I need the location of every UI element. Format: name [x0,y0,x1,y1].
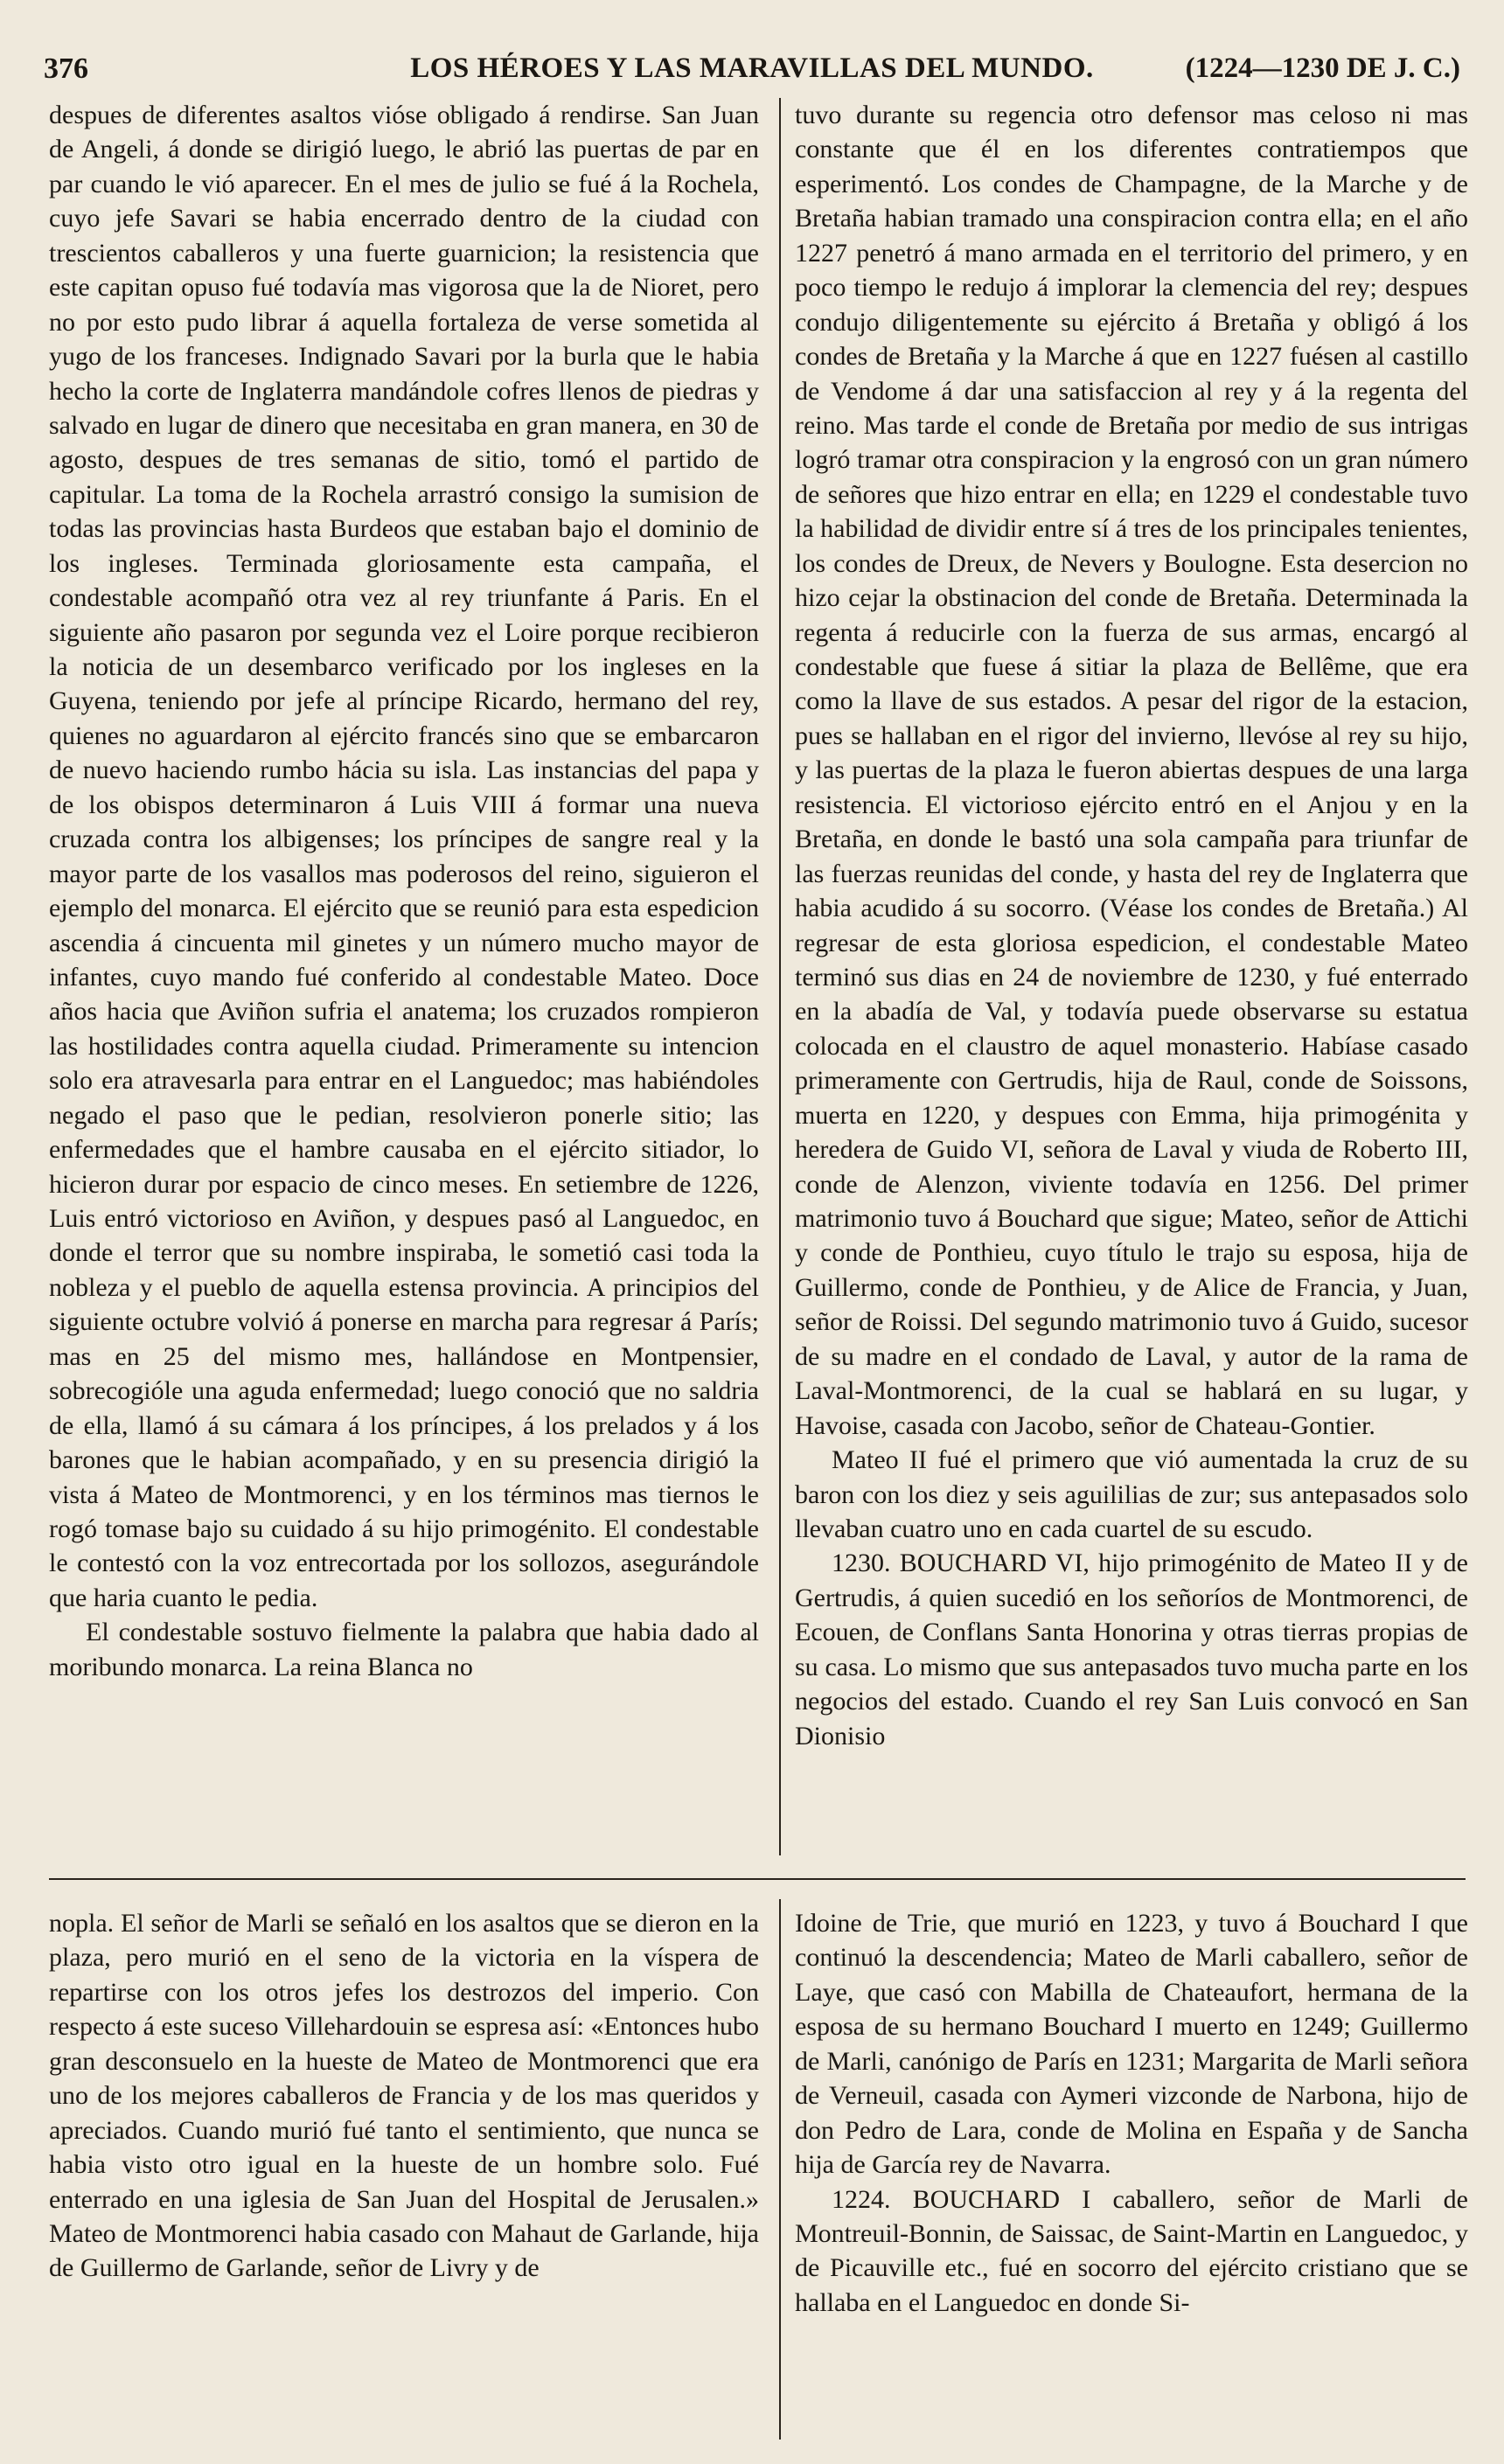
lower-right-column [795,1906,1468,2320]
running-date-range: (1224—1230 DE J. C.) [1185,52,1460,84]
paragraph: 1224. BOUCHARD I caballero, señor de Marli de Montreuil-Bonnin, de Saissac, de Saint-Martin en Languedoc, y de Picauville etc., fué en socorro del ejército cristiano que se hallaba en el Languedoc en donde Si- [795,2184,1468,2317]
paragraph: El condestable sostuvo fielmente la palabra que habia dado al moribundo monarca. La reina Blanca no [49,1618,759,1681]
lower-left-column [49,1906,759,2286]
lower-column-divider [779,1899,781,2440]
paragraph: Idoine de Trie, que murió en 1223, y tuvo á Bouchard I que continuó la descendencia; Mateo de Marli caballero, señor de Laye, que casó con Mabilla de Chateaufort, hermana de la esposa de su hermano Bouchard I muerto en 1249; Guillermo de Marli, canónigo de París en 1231; Margarita de Marli señora de Verneuil, casada con Aymeri vizconde de Narbona, hijo de don Pedro de Lara, conde de Molina en España y de Sancha hija de García rey de Navarra. [795,1909,1468,2180]
paragraph: 1230. BOUCHARD VI, hijo primogénito de Mateo II y de Gertrudis, á quien sucedió en los señoríos de Montmorenci, de Ecouen, de Conflans Santa Honorina y otras tierras propias de su casa. Lo mismo que sus antepasados tuvo mucha parte en los negocios del estado. Cuando el rey San Luis convocó en San Dionisio [795,1549,1468,1751]
paragraph: despues de diferentes asaltos vióse obligado á rendirse. San Juan de Angeli, á donde se dirigió luego, le abrió las puertas de par en par cuando le vió aparecer. En el mes de julio se fué á la Rochela, cuyo jefe Savari se habia encerrado dentro de la ciudad con trescientos caballeros y una fuerte guarnicion; la resistencia que este capitan opuso fué todavía mas vigorosa que la de Nioret, pero no por esto pudo librar á aquella fortaleza de verse sometida al yugo de los franceses. Indignado Savari por la burla que le habia hecho la corte de Inglaterra mandándole cofres llenos de piedras y salvado en lugar de dinero que necesitaba en gran manera, en 30 de agosto, despues de tres semanas de sitio, tomó el partido de capitular. La toma de la Rochela arrastró consigo la sumision de todas las provincias hasta Burdeos que estaban bajo el dominio de los ingleses. Terminada gloriosamente esta campaña, el condestable acompañó otra vez al rey triunfante á Paris. En el siguiente año pasaron por segunda vez el Loire porque recibieron la noticia de un desembarco verificado por los ingleses en la Guyena, teniendo por jefe al príncipe Ricardo, hermano del rey, quienes no aguardaron al ejército francés sino que se embarcaron de nuevo haciendo rumbo hácia su isla. Las instancias del papa y de los obispos determinaron á Luis VIII á formar una nueva cruzada contra los albigenses; los príncipes de sangre real y la mayor parte de los vasallos mas poderosos del reino, siguieron el ejemplo del monarca. El ejército que se reunió para esta espedicion ascendia á cincuenta mil ginetes y un número mucho mayor de infantes, cuyo mando fué conferido al condestable Mateo. Doce años hacia que Aviñon sufria el anatema; los cruzados rompieron las hostilidades contra aquella ciudad. Primeramente su intencion solo era atravesarla para entrar en el Languedoc; mas habiéndoles negado el paso que le pedian, resolvieron ponerle sitio; las enfermedades que el hambre causaba en el ejército sitiador, lo hicieron durar por espacio de cinco meses. En setiembre de 1226, Luis entró victorioso en Aviñon, y despues pasó al Languedoc, en donde el terror que su nombre inspiraba, le sometió casi toda la nobleza y el pueblo de aquella estensa provincia. A principios del siguiente octubre volvió á ponerse en marcha para regresar á París; mas en 25 del mismo mes, hallándose en Montpensier, sobrecogióle una aguda enfermedad; luego conoció que no saldria de ella, llamó á su cámara á los príncipes, á los prelados y á los barones que le habian acompañado, y en su presencia dirigió la vista á Mateo de Montmorenci, y en los términos mas tiernos le rogó tomase bajo su cuidado á su hijo primogénito. El condestable le contestó con la voz entrecortada por los sollozos, asegurándole que haria cuanto le pedia. [49,101,759,1612]
paragraph: nopla. El señor de Marli se señaló en los asaltos que se dieron en la plaza, pero murió en el seno de la victoria en la víspera de repartirse con los otros jefes los destrozos del imperio. Con respecto á este suceso Villehardouin se espresa así: «Entonces hubo gran desconsuelo en la hueste de Mateo de Montmorenci que era uno de los mejores caballeros de Francia y de los mas queridos y apreciados. Cuando murió fué tanto el sentimiento, que nunca se habia visto otro igual en la hueste de un hombre solo. Fué enterrado en una iglesia de San Juan del Hospital de Jerusalen.» Mateo de Montmorenci habia casado con Mahaut de Garlande, hija de Guillermo de Garlande, señor de Livry y de [49,1909,759,2283]
upper-column-divider [779,98,781,1855]
section-divider [49,1878,1466,1880]
page-header [44,52,1460,96]
page-number: 376 [44,52,88,85]
upper-right-column [795,98,1468,1753]
paragraph: tuvo durante su regencia otro defensor mas celoso ni mas constante que él en los diferentes contratiempos que esperimentó. Los condes de Champagne, de la Marche y de Bretaña habian tramado una conspiracion contra ella; en el año 1227 penetró á mano armada en el territorio del primero, y en poco tiempo le redujo á implorar la clemencia del rey; despues condujo diligentemente su ejército á Bretaña y obligó á los condes de Bretaña y la Marche á que en 1227 fuésen al castillo de Vendome á dar una satisfaccion al rey y á la regenta del reino. Mas tarde el conde de Bretaña por medio de sus intrigas logró tramar otra conspiracion y la engrosó con un gran número de señores que hizo entrar en ella; en 1229 el condestable tuvo la habilidad de dividir entre sí á tres de los principales tenientes, los condes de Dreux, de Nevers y Boulogne. Esta desercion no hizo cejar la obstinacion del conde de Bretaña. Determinada la regenta á reducirle con la fuerza de sus armas, encargó al condestable que fuese á sitiar la plaza de Bellême, que era como la llave de sus estados. A pesar del rigor de la estacion, pues se hallaban en el rigor del invierno, llevóse al rey su hijo, y las puertas de la plaza le fueron abiertas despues de una larga resistencia. El victorioso ejército entró en el Anjou y en la Bretaña, en donde le bastó una sola campaña para triunfar de las fuerzas reunidas del conde, y hasta del rey de Inglaterra que habia acudido á su socorro. (Véase los condes de Bretaña.) Al regresar de esta gloriosa espedicion, el condestable Mateo terminó sus dias en 24 de noviembre de 1230, y fué enterrado en la abadía de Val, y todavía puede observarse su estatua colocada en el claustro de aquel monasterio. Habíase casado primeramente con Gertrudis, hija de Raul, conde de Soissons, muerta en 1220, y despues con Emma, hija primogénita y heredera de Guido VI, señora de Laval y viuda de Roberto III, conde de Alenzon, viviente todavía en 1256. Del primer matrimonio tuvo á Bouchard que sigue; Mateo, señor de Attichi y conde de Ponthieu, cuyo título le trajo su esposa, hija de Guillermo, conde de Ponthieu, y de Alice de Francia, y Juan, señor de Roissi. Del segundo matrimonio tuvo á Guido, sucesor de su madre en el condado de Laval, y autor de la rama de Laval-Montmorenci, de la cual se hablará en su lugar, y Havoise, casada con Jacobo, señor de Chateau-Gontier. [795,101,1468,1440]
running-title: LOS HÉROES Y LAS MARAVILLAS DEL MUNDO. [410,52,1094,84]
paragraph: Mateo II fué el primero que vió aumentada la cruz de su baron con los diez y seis aguililias de zur; sus antepasados solo llevaban cuatro uno en cada cuartel de su escudo. [795,1445,1468,1543]
upper-left-column [49,98,759,1684]
